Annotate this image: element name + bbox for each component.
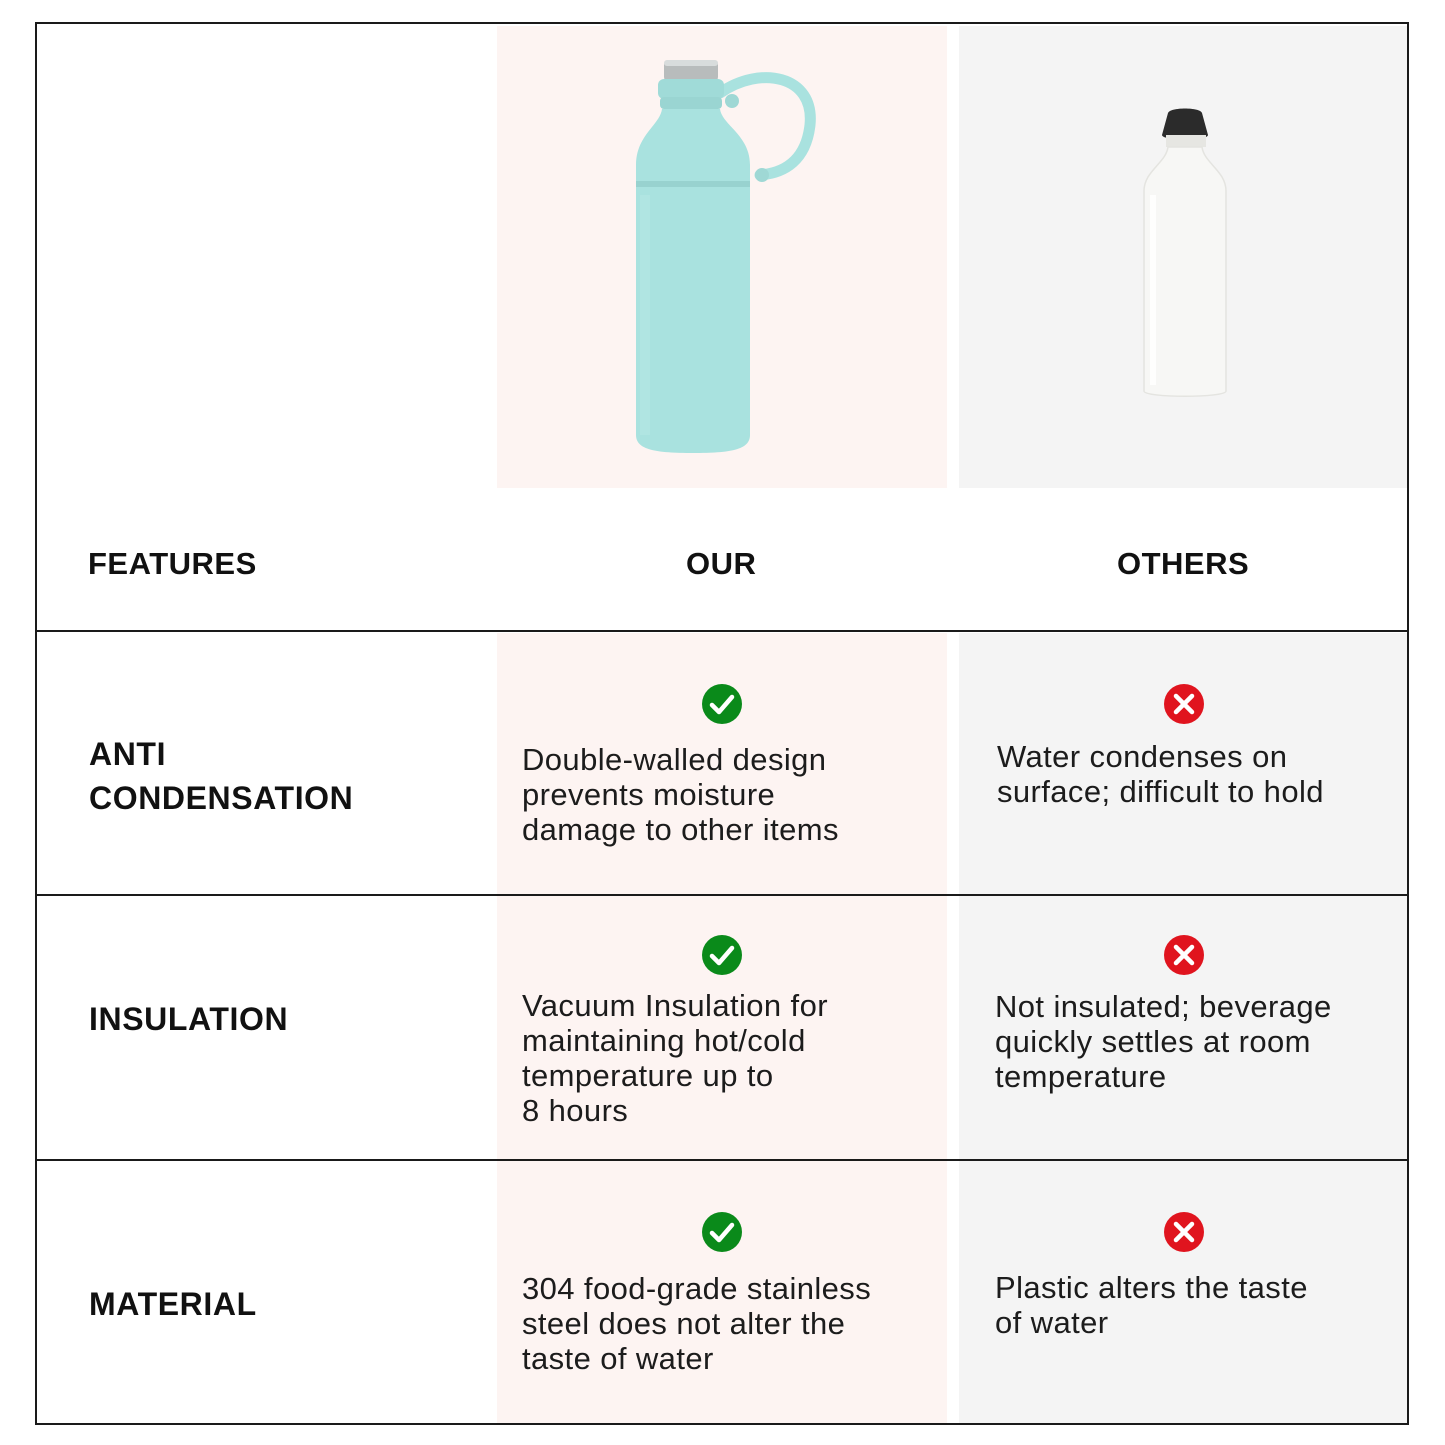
- description-line: of water: [995, 1305, 1109, 1340]
- description-line: Plastic alters the taste: [995, 1270, 1308, 1305]
- feature-label-line: CONDENSATION: [89, 780, 354, 816]
- description-line: Double-walled design: [522, 742, 827, 777]
- our-header: OUR: [686, 546, 757, 581]
- description-line: temperature up to: [522, 1058, 774, 1093]
- comparison-table-border: [35, 22, 1409, 1425]
- description-line: Vacuum Insulation for: [522, 988, 828, 1023]
- features-header: FEATURES: [88, 546, 257, 581]
- description-line: steel does not alter the: [522, 1306, 846, 1341]
- feature-label-line: MATERIAL: [89, 1286, 257, 1322]
- description-line: Not insulated; beverage: [995, 989, 1332, 1024]
- description-line: 304 food-grade stainless: [522, 1271, 872, 1306]
- description-line: surface; difficult to hold: [997, 774, 1324, 809]
- feature-label-line: INSULATION: [89, 1001, 289, 1037]
- description-line: temperature: [995, 1059, 1167, 1094]
- description-line: damage to other items: [522, 812, 839, 847]
- feature-label-line: ANTI: [89, 736, 167, 772]
- description-line: prevents moisture: [522, 777, 776, 812]
- description-line: taste of water: [522, 1341, 714, 1376]
- description-line: Water condenses on: [997, 739, 1288, 774]
- description-line: 8 hours: [522, 1093, 629, 1128]
- description-line: maintaining hot/cold: [522, 1023, 806, 1058]
- others-header: OTHERS: [1117, 546, 1250, 581]
- description-line: quickly settles at room: [995, 1024, 1311, 1059]
